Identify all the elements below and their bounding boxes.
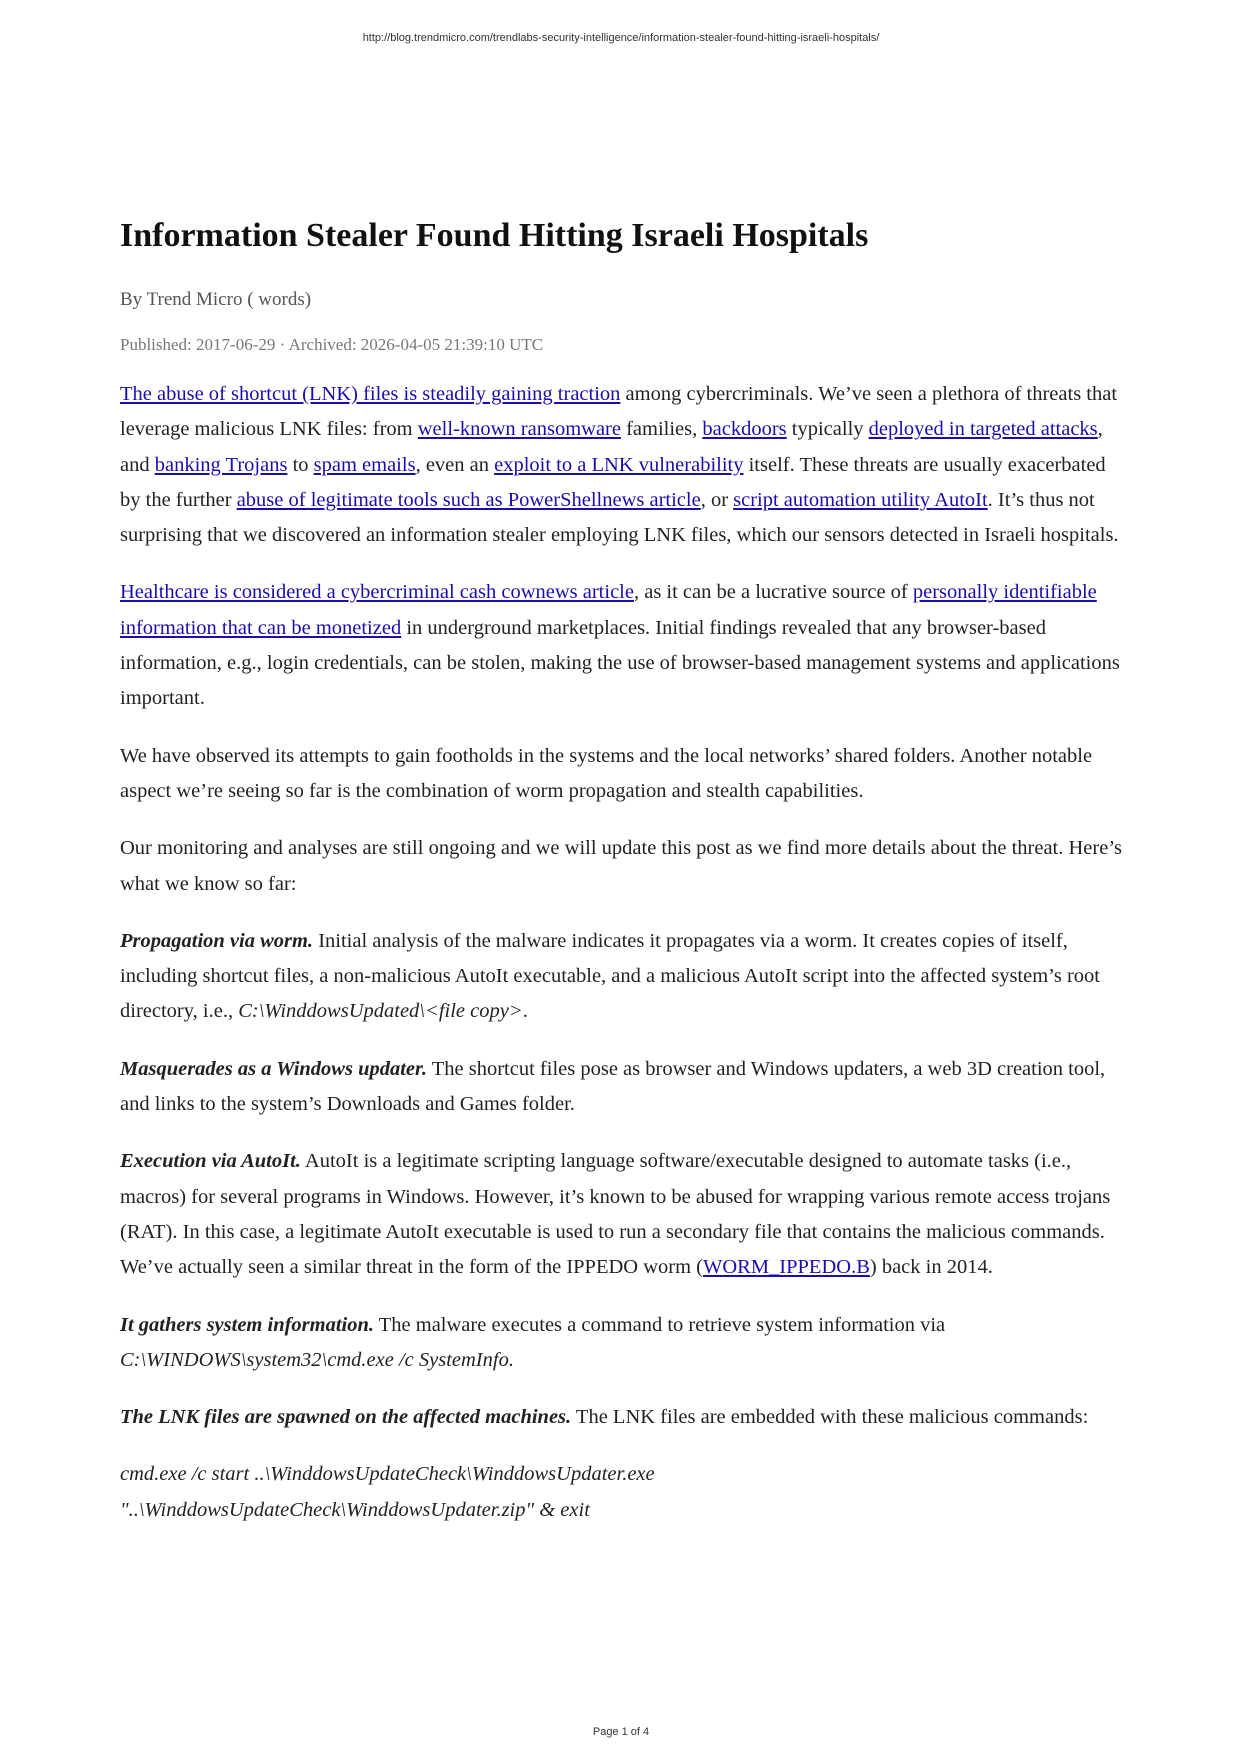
file-path: C:\WinddowsUpdated\<file copy>: [238, 1000, 523, 1023]
article-title: Information Stealer Found Hitting Israeli Hospitals: [120, 217, 869, 254]
link-pii-monetized[interactable]: personally identifiable information that can be monetized: [120, 581, 1097, 639]
text-span: among cybercriminals. We’ve seen a plethora of threats that leverage malicious LNK files: from: [120, 383, 1118, 441]
command-line-1: cmd.exe /c start ..\WinddowsUpdateCheck\WinddowsUpdater.exe: [120, 1463, 655, 1486]
paragraph-monitoring: Our monitoring and analyses are still ongoing and we will update this post as we find more details about the threat. Here’s what we know so far:: [120, 837, 1122, 895]
text-span: .: [522, 1000, 528, 1023]
text-span: The shortcut files pose as browser and Windows updaters, a web 3D creation tool, and links to the system’s Downloads and Games folder.: [120, 1057, 1106, 1116]
text-span: . It’s thus not surprising that we discovered an information stealer employing LNK files, which our sensors detected in Israeli hospitals.: [120, 488, 1119, 547]
text-span: ) back in 2014.: [869, 1256, 993, 1279]
lead-heading: Execution via AutoIt.: [120, 1150, 301, 1173]
paragraph-intro: [120, 377, 1130, 553]
lead-heading: Propagation via worm.: [120, 929, 314, 952]
text-span: , or: [700, 488, 734, 511]
page-url-header: http://blog.trendmicro.com/trendlabs-security-intelligence/information-stealer-found-hitting-israeli-hospitals/: [362, 32, 880, 44]
text-span: The LNK files are embedded with these malicious commands:: [571, 1406, 1089, 1429]
lead-heading: It gathers system information.: [120, 1313, 375, 1336]
paragraph-lnk-spawned: [120, 1400, 1130, 1435]
text-span: Initial analysis of the malware indicates it propagates via a worm. It creates copies of itself, including shortcut files, a non-malicious AutoIt executable, and a malicious AutoIt script into the affected system’s root directory, i.e.,: [120, 929, 1100, 1023]
paragraph-commands: [120, 1457, 1130, 1528]
text-span: to: [287, 453, 314, 476]
link-worm-ippedo[interactable]: WORM_IPPEDO.B: [703, 1256, 870, 1279]
article-byline: By Trend Micro ( words): [120, 289, 312, 310]
text-span: AutoIt is a legitimate scripting language software/executable designed to automate tasks (i.e., macros) for several programs in Windows. However, it’s known to be abused for wrapping various remote access trojans (RAT). In this case, a legitimate AutoIt executable is used to run a secondary file that contains the malicious commands. We’ve actually seen a similar threat in the form of the IPPEDO worm (: [120, 1150, 1111, 1279]
link-lnk-abuse[interactable]: The abuse of shortcut (LNK) files is steadily gaining traction: [120, 383, 621, 405]
command-text: C:\WINDOWS\system32\cmd.exe /c SystemInfo.: [120, 1348, 514, 1371]
command-line-2: "..\WinddowsUpdateCheck\WinddowsUpdater.zip" & exit: [120, 1498, 590, 1521]
text-span: in underground marketplaces. Initial findings revealed that any browser-based information, e.g., login credentials, can be stolen, making the use of browser-based management systems and applications important.: [120, 616, 1120, 710]
link-autoit[interactable]: script automation utility AutoIt: [733, 488, 988, 511]
paragraph-footholds: We have observed its attempts to gain footholds in the systems and the local networks’ shared folders. Another notable aspect we’re seeing so far is the combination of worm propagation and stealth capabilities.: [120, 744, 1093, 802]
link-ransomware[interactable]: well-known ransomware: [417, 418, 621, 441]
link-banking-trojans[interactable]: banking Trojans: [154, 453, 288, 476]
article-content: [120, 200, 1130, 1550]
text-span: , and: [120, 418, 1103, 476]
paragraph-system-info: [120, 1308, 1130, 1379]
paragraph-propagation: [120, 924, 1130, 1030]
paragraph-masquerade: [120, 1052, 1130, 1123]
text-span: , even an: [415, 453, 495, 476]
lead-heading: The LNK files are spawned on the affected machines.: [120, 1406, 572, 1429]
article-publish-date: Published: 2017-06-29 · Archived: 2026-04-05 21:39:10 UTC: [120, 335, 544, 354]
link-healthcare-cash-cow[interactable]: Healthcare is considered a cybercriminal cash cownews article: [120, 581, 634, 604]
lead-heading: Masquerades as a Windows updater.: [120, 1057, 427, 1080]
text-span: , as it can be a lucrative source of: [633, 581, 913, 604]
page-number: Page 1 of 4: [592, 1726, 650, 1738]
text-span: families,: [620, 418, 703, 441]
link-spam-emails[interactable]: spam emails: [313, 453, 416, 476]
link-powershell[interactable]: abuse of legitimate tools such as PowerShellnews article: [236, 488, 701, 511]
link-lnk-exploit[interactable]: exploit to a LNK vulnerability: [494, 453, 744, 476]
link-targeted-attacks[interactable]: deployed in targeted attacks: [868, 418, 1098, 441]
text-span: The malware executes a command to retrieve system information via: [374, 1313, 946, 1336]
paragraph-healthcare: [120, 575, 1130, 716]
link-backdoors[interactable]: backdoors: [702, 418, 787, 441]
text-span: itself. These threats are usually exacerbated by the further: [120, 453, 1106, 511]
text-span: typically: [786, 418, 869, 441]
paragraph-autoit: [120, 1144, 1130, 1285]
